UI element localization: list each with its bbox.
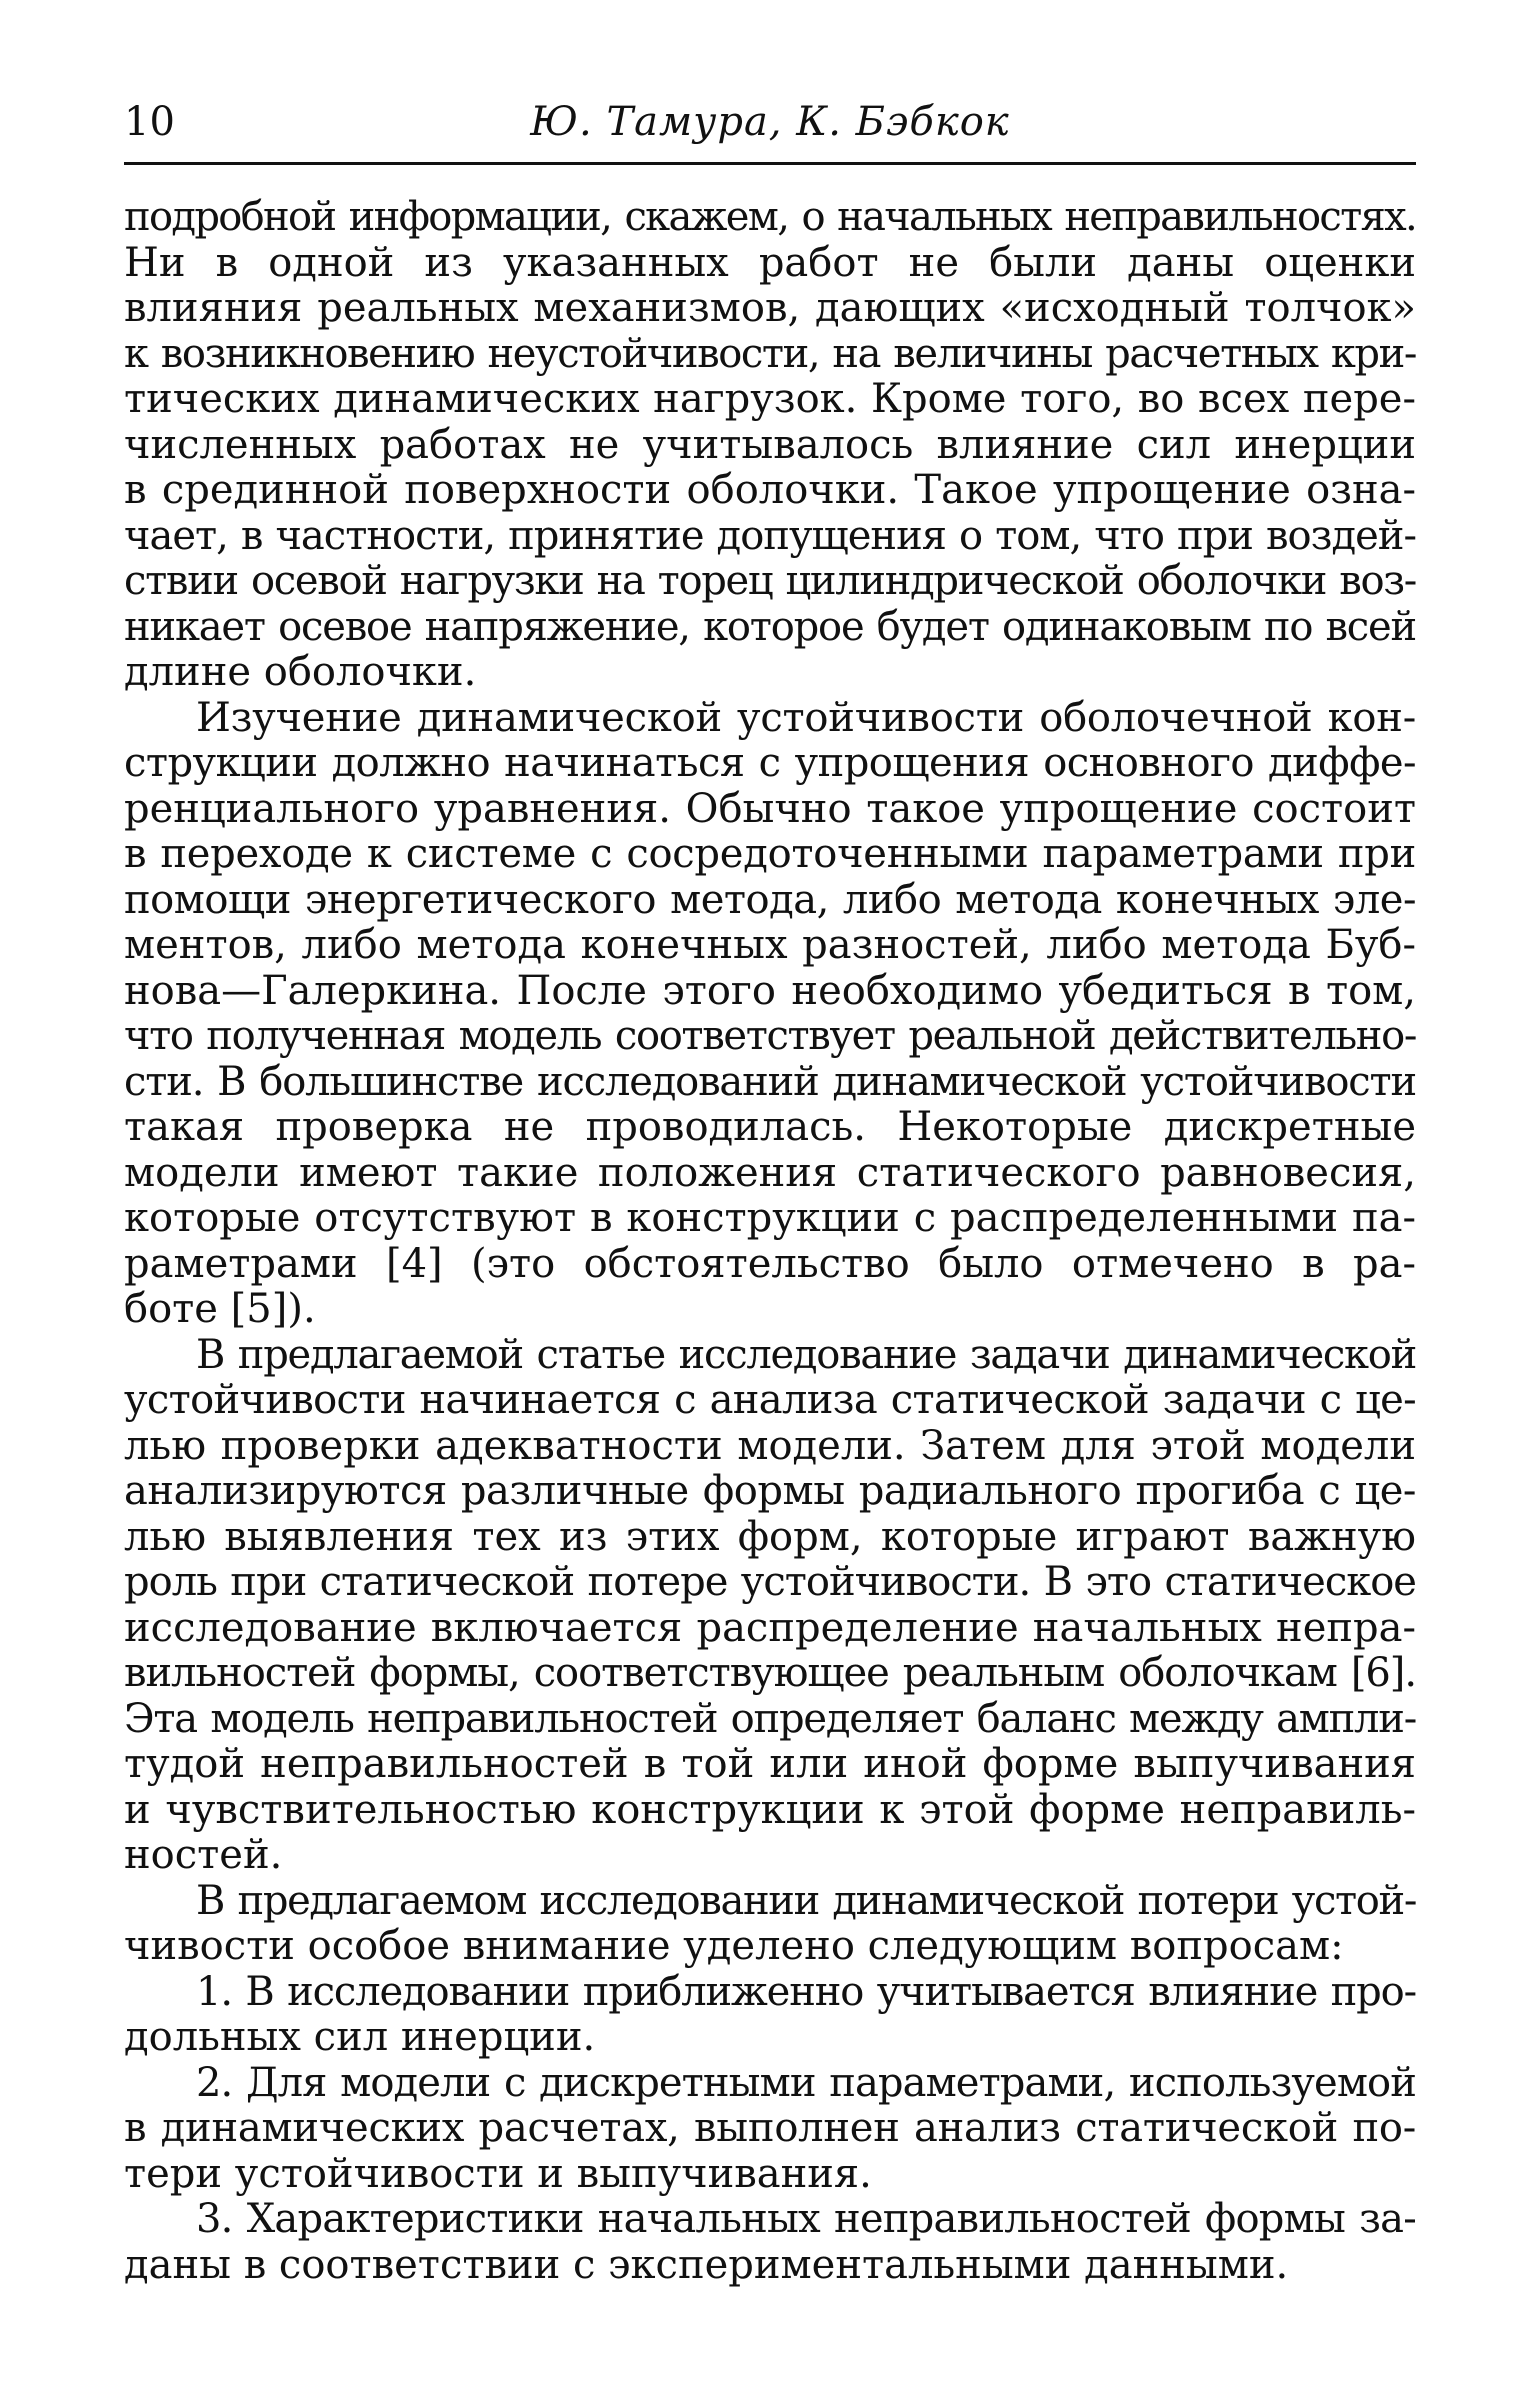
text-line: чивости особое внимание уделено следующим вопросам: (124, 1923, 1344, 1969)
text-line: модели имеют такие положения статического равновесия, (124, 1149, 1416, 1196)
text-line: боте [5]). (124, 1286, 316, 1332)
text-line: к возникновению неустойчивости, на величины расчетных кри- (124, 330, 1416, 377)
text-line: 2. Для модели с дискретными параметрами, используемой (196, 2059, 1416, 2106)
text-line: Изучение динамической устойчивости оболочечной кон- (196, 694, 1416, 741)
text-line: даны в соответствии с экспериментальными данными. (124, 2241, 1289, 2288)
text-line: которые отсутствуют в конструкции с распределенными па- (124, 1195, 1416, 1241)
running-title: Ю. Тамура, К. Бэбкок (530, 99, 1010, 145)
text-line: что полученная модель соответствует реальной действительно- (124, 1013, 1416, 1059)
text-line: 1. В исследовании приближенно учитывается влияние про- (196, 1968, 1416, 2015)
text-line: Эта модель неправильностей определяет баланс между ампли- (124, 1695, 1416, 1742)
text-line: ренциального уравнения. Обычно такое упрощение состоит (124, 785, 1416, 832)
text-line: ствии осевой нагрузки на торец цилиндрической оболочки воз- (124, 558, 1416, 604)
text-line: сти. В большинстве исследований динамической устойчивости (124, 1058, 1416, 1105)
text-line: в динамических расчетах, выполнен анализ статической по- (124, 2105, 1416, 2151)
text-line: в срединной поверхности оболочки. Такое упрощение озна- (124, 467, 1416, 513)
text-line: вильностей формы, соответствующее реальным оболочкам [6]. (124, 1650, 1416, 1696)
text-line: помощи энергетического метода, либо метода конечных эле- (124, 876, 1416, 923)
text-line: 3. Характеристики начальных неправильностей формы за- (196, 2196, 1416, 2242)
text-line: исследование включается распределение начальных непра- (124, 1604, 1416, 1651)
book-page (124, 92, 1416, 2288)
text-line: тических динамических нагрузок. Кроме того, во всех пере- (124, 376, 1416, 422)
text-line: чает, в частности, принятие допущения о том, что при воздей- (124, 512, 1416, 559)
text-line: никает осевое напряжение, которое будет одинаковым по всей (124, 603, 1416, 650)
text-line: подробной информации, скажем, о начальных неправильностях. (124, 194, 1416, 240)
text-line: такая проверка не проводилась. Некоторые дискретные (124, 1104, 1416, 1150)
page-number: 10 (124, 99, 175, 145)
text-line: струкции должно начинаться с упрощения основного диффе- (124, 740, 1416, 786)
text-line: лью проверки адекватности модели. Затем для этой модели (124, 1422, 1416, 1469)
text-line: В предлагаемой статье исследование задачи динамической (196, 1331, 1416, 1378)
running-head (124, 92, 1416, 165)
text-line: тери устойчивости и выпучивания. (124, 2150, 872, 2197)
text-line: ностей. (124, 1832, 283, 1878)
text-line: влияния реальных механизмов, дающих «исходный толчок» (124, 285, 1416, 331)
text-line: устойчивости начинается с анализа статической задачи с це- (124, 1377, 1416, 1423)
text-line: длине оболочки. (124, 649, 477, 695)
text-line: нова—Галеркина. После этого необходимо убедиться в том, (124, 967, 1416, 1014)
text-line: численных работах не учитывалось влияние сил инерции (124, 421, 1416, 468)
text-line: Ни в одной из указанных работ не были даны оценки (124, 239, 1416, 286)
text-line: роль при статической потере устойчивости. В это статическое (124, 1559, 1416, 1605)
text-line: лью выявления тех из этих форм, которые играют важную (124, 1513, 1416, 1560)
text-line: в переходе к системе с сосредоточенными параметрами при (124, 831, 1416, 877)
text-line: дольных сил инерции. (124, 2014, 596, 2060)
text-line: анализируются различные формы радиального прогиба с це- (124, 1468, 1416, 1514)
text-line: и чувствительностью конструкции к этой форме неправиль- (124, 1786, 1416, 1833)
text-line: ментов, либо метода конечных разностей, либо метода Буб- (124, 922, 1416, 968)
text-line: В предлагаемом исследовании динамической потери устой- (196, 1877, 1416, 1924)
text-line: тудой неправильностей в той или иной форме выпучивания (124, 1741, 1416, 1787)
body-text (124, 195, 1416, 2288)
text-line: раметрами [4] (это обстоятельство было отмечено в ра- (124, 1240, 1416, 1287)
